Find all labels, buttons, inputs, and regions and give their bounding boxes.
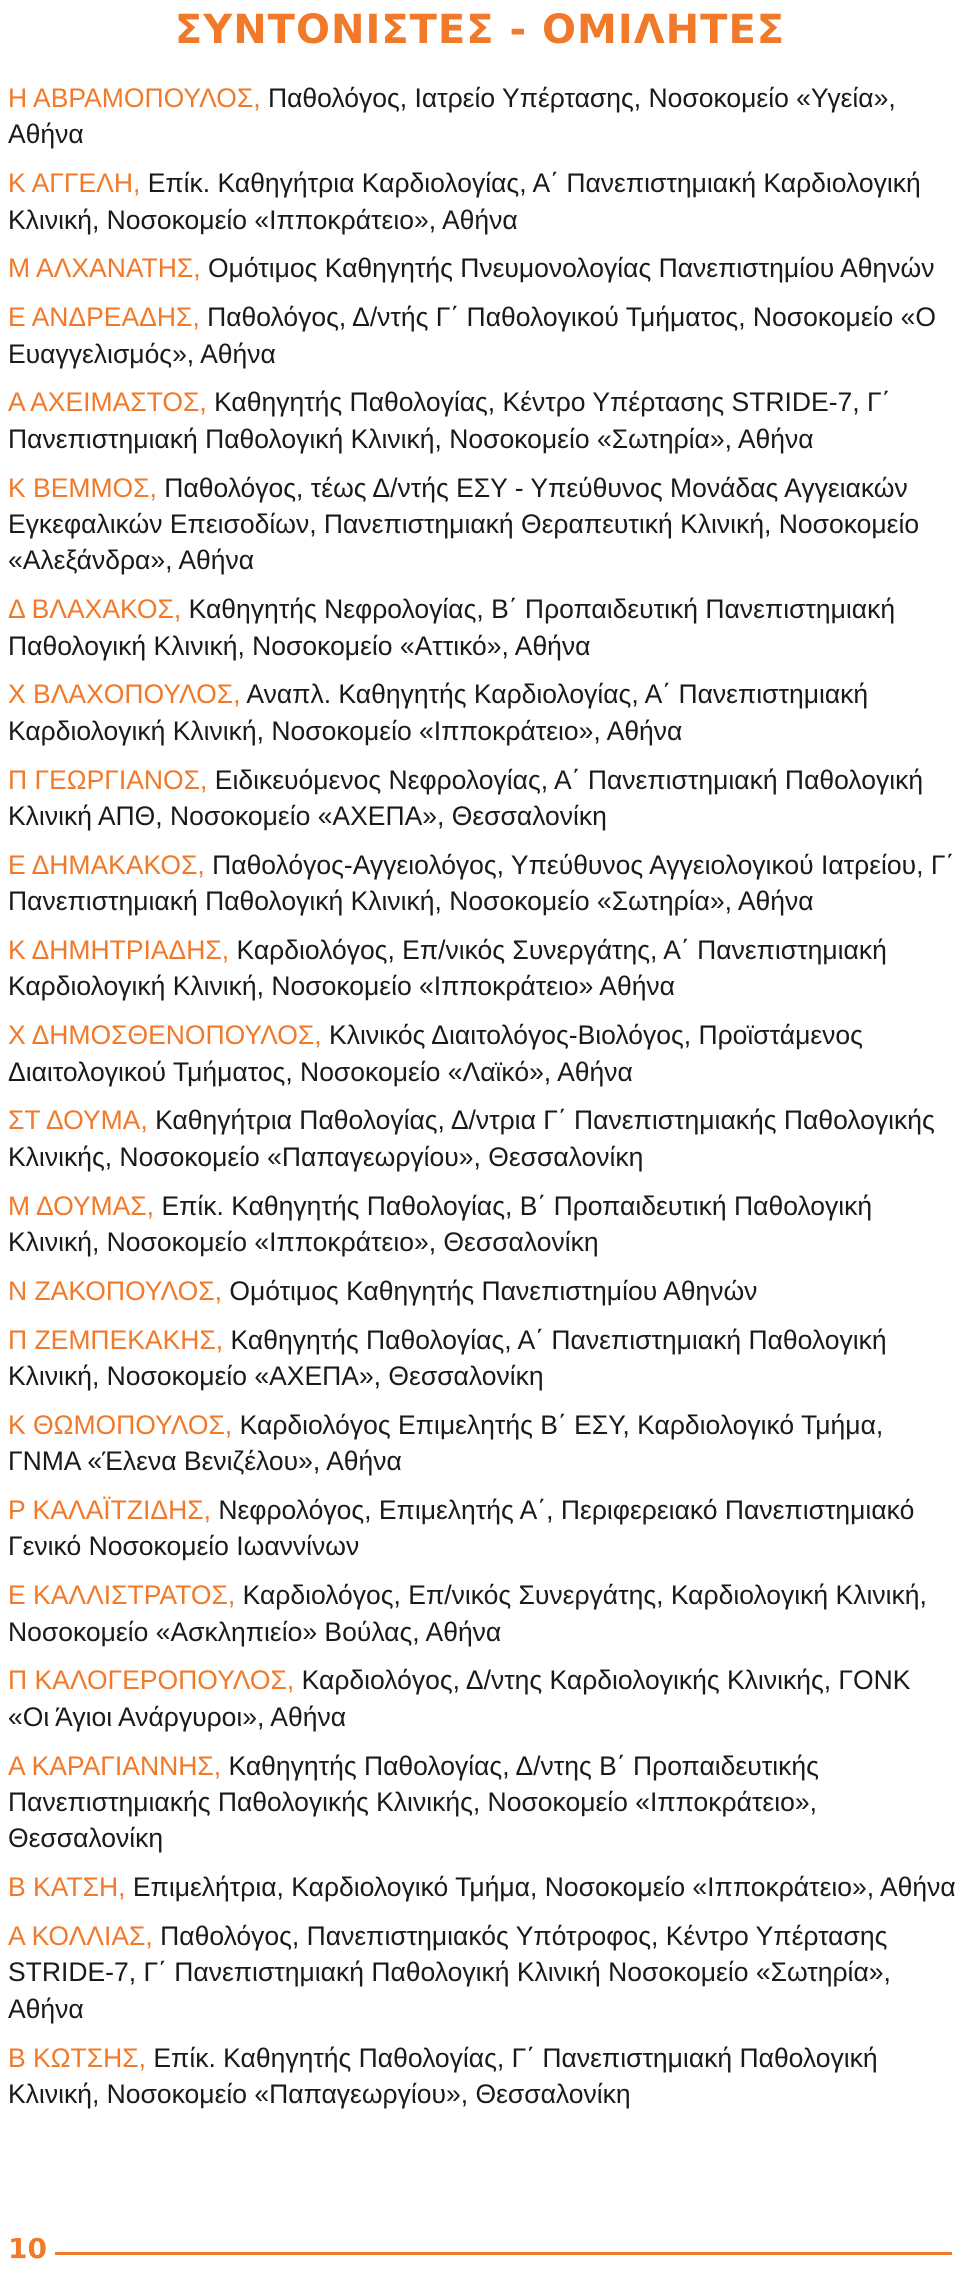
list-item	[8, 676, 956, 749]
speaker-details: Καθηγητής Παθολογίας, Κέντρο Υπέρτασης STRIDE-7, Γ΄ Πανεπιστημιακή Παθολογική Κλινική, Νοσοκομείο «Σωτηρία», Αθήνα	[8, 387, 891, 454]
speaker-name: ΣΤ ΔΟΥΜΑ,	[8, 1105, 148, 1136]
speaker-details: Ομότιμος Καθηγητής Πνευμονολογίας Πανεπιστημίου Αθηνών	[208, 253, 935, 284]
speaker-details: Αναπλ. Καθηγητής Καρδιολογίας, Α΄ Πανεπιστημιακή Καρδιολογική Κλινική, Νοσοκομείο «Ιπποκράτειο», Αθήνα	[8, 679, 869, 746]
speaker-details: Επίκ. Καθηγητής Παθολογίας, Γ΄ Πανεπιστημιακή Παθολογική Κλινική, Νοσοκομείο «Παπαγεωργίου», Θεσσαλονίκη	[8, 2042, 878, 2110]
speaker-list	[8, 80, 956, 2125]
speaker-name: Π ΖΕΜΠΕΚΑΚΗΣ,	[8, 1324, 224, 1355]
speaker-details: Καρδιολόγος Επιμελητής Β΄ ΕΣΥ, Καρδιολογικό Τμήμα, ΓΝΜΑ «Έλενα Βενιζέλου», Αθήνα	[8, 1409, 884, 1477]
list-item	[8, 299, 956, 372]
list-item	[8, 2040, 956, 2113]
speaker-name: Κ ΑΓΓΕΛΗ,	[8, 168, 141, 199]
speaker-name: Δ ΒΛΑΧΑΚΟΣ,	[8, 594, 182, 625]
speaker-name: Μ ΑΛΧΑΝΑΤΗΣ,	[8, 253, 201, 284]
speaker-details: Καρδιολόγος, Επ/νικός Συνεργάτης, Α΄ Πανεπιστημιακή Καρδιολογική Κλινική, Νοσοκομείο «Ιπποκράτειο» Αθήνα	[8, 935, 887, 1002]
speaker-name: Ν ΖΑΚΟΠΟΥΛΟΣ,	[8, 1275, 222, 1306]
speaker-name: Κ ΘΩΜΟΠΟΥΛΟΣ,	[8, 1409, 233, 1440]
list-item	[8, 470, 956, 579]
list-item	[8, 1273, 956, 1309]
speaker-name: Ρ ΚΑΛΑΪΤΖΙΔΗΣ,	[8, 1495, 211, 1526]
list-item	[8, 1918, 956, 2027]
list-item	[8, 1869, 956, 1905]
list-item	[8, 591, 956, 664]
speaker-details: Καρδιολόγος, Δ/ντης Καρδιολογικής Κλινικής, ΓΟΝΚ «Οι Άγιοι Ανάργυροι», Αθήνα	[8, 1665, 911, 1732]
speaker-name: Ε ΚΑΛΛΙΣΤΡΑΤΟΣ,	[8, 1580, 236, 1611]
speaker-details: Επιμελήτρια, Καρδιολογικό Τμήμα, Νοσοκομείο «Ιπποκράτειο», Αθήνα	[132, 1872, 956, 1903]
speaker-name: Η ΑΒΡΑΜΟΠΟΥΛΟΣ,	[8, 83, 261, 113]
speaker-details: Επίκ. Καθηγητής Παθολογίας, Β΄ Προπαιδευτική Παθολογική Κλινική, Νοσοκομείο «Ιπποκράτειο», Θεσσαλονίκη	[8, 1190, 873, 1258]
speaker-details: Καθηγητής Παθολογίας, Α΄ Πανεπιστημιακή Παθολογική Κλινική, Νοσοκομείο «ΑΧΕΠΑ», Θεσσαλονίκη	[8, 1324, 887, 1392]
speaker-details: Καθηγήτρια Παθολογίας, Δ/ντρια Γ΄ Πανεπιστημιακής Παθολογικής Κλινικής, Νοσοκομείο «Παπαγεωργίου», Θεσσαλονίκη	[8, 1105, 935, 1172]
list-item	[8, 384, 956, 457]
speaker-details: Παθολόγος, τέως Δ/ντής ΕΣΥ - Υπεύθυνος Μονάδας Αγγειακών Εγκεφαλικών Επεισοδίων, Πανεπιστημιακή Θεραπευτική Κλινική, Νοσοκομείο «Αλεξάνδρα», Αθήνα	[8, 472, 920, 576]
speaker-name: Β ΚΑΤΣΗ,	[8, 1872, 126, 1903]
page-number: 10	[8, 2231, 47, 2265]
list-item	[8, 932, 956, 1005]
speaker-name: Α ΑΧΕΙΜΑΣΤΟΣ,	[8, 387, 207, 418]
speaker-name: Ε ΔΗΜΑΚΑΚΟΣ,	[8, 849, 205, 880]
page-title: ΣΥΝΤΟΝΙΣΤΕΣ - ΟΜΙΛΗΤΕΣ	[174, 7, 786, 53]
speaker-name: Β ΚΩΤΣΗΣ,	[8, 2042, 146, 2073]
speaker-name: Π ΓΕΩΡΓΙΑΝΟΣ,	[8, 764, 208, 795]
speaker-name: Ε ΑΝΔΡΕΑΔΗΣ,	[8, 302, 200, 333]
footer-rule	[55, 2252, 952, 2255]
list-item	[8, 1017, 956, 1090]
speaker-details: Επίκ. Καθηγήτρια Καρδιολογίας, Α΄ Πανεπιστημιακή Καρδιολογική Κλινική, Νοσοκομείο «Ιπποκράτειο», Αθήνα	[8, 168, 921, 235]
list-item	[8, 1102, 956, 1175]
list-item	[8, 1407, 956, 1480]
speaker-details: Παθολόγος, Ιατρείο Υπέρτασης, Νοσοκομείο «Υγεία», Αθήνα	[8, 83, 896, 150]
speaker-details: Κλινικός Διαιτολόγος-Βιολόγος, Προϊστάμενος Διαιτολογικού Τμήματος, Νοσοκομείο «Λαϊκό», Αθήνα	[8, 1020, 863, 1087]
speaker-name: Α ΚΟΛΛΙΑΣ,	[8, 1921, 153, 1952]
speaker-details: Καρδιολόγος, Επ/νικός Συνεργάτης, Καρδιολογική Κλινική, Νοσοκομείο «Ασκληπιείο» Βούλας, Αθήνα	[8, 1580, 927, 1647]
speaker-name: Κ ΒΕΜΜΟΣ,	[8, 472, 157, 503]
speaker-name: Π ΚΑΛΟΓΕΡΟΠΟΥΛΟΣ,	[8, 1665, 295, 1696]
list-item	[8, 1322, 956, 1395]
list-item	[8, 1188, 956, 1261]
speaker-details: Καθηγητής Παθολογίας, Δ/ντης Β΄ Προπαιδευτικής Πανεπιστημιακής Παθολογικής Κλινικής, Νοσοκομείο «Ιπποκράτειο», Θεσσαλονίκη	[8, 1750, 819, 1854]
speaker-details: Ομότιμος Καθηγητής Πανεπιστημίου Αθηνών	[229, 1275, 758, 1306]
list-item	[8, 165, 956, 238]
list-item	[8, 1748, 956, 1857]
speaker-details: Νεφρολόγος, Επιμελητής Α΄, Περιφερειακό Πανεπιστημιακό Γενικό Νοσοκομείο Ιωαννίνων	[8, 1495, 915, 1562]
speaker-name: Κ ΔΗΜΗΤΡΙΑΔΗΣ,	[8, 935, 230, 966]
speaker-name: Χ ΒΛΑΧΟΠΟΥΛΟΣ,	[8, 679, 241, 710]
page-footer	[8, 2230, 952, 2266]
speaker-details: Παθολόγος, Πανεπιστημιακός Υπότροφος, Κέντρο Υπέρτασης STRIDE-7, Γ΄ Πανεπιστημιακή Παθολογική Κλινική Νοσοκομείο «Σωτηρία», Αθήνα	[8, 1921, 891, 2024]
speaker-name: Χ ΔΗΜΟΣΘΕΝΟΠΟΥΛΟΣ,	[8, 1020, 322, 1051]
speaker-details: Καθηγητής Νεφρολογίας, Β΄ Προπαιδευτική Πανεπιστημιακή Παθολογική Κλινική, Νοσοκομείο «Αττικό», Αθήνα	[8, 594, 896, 661]
list-item	[8, 1662, 956, 1735]
list-item	[8, 250, 956, 286]
list-item	[8, 80, 956, 153]
speaker-details: Παθολόγος-Αγγειολόγος, Υπεύθυνος Αγγειολογικού Ιατρείου, Γ΄ Πανεπιστημιακή Παθολογική Κλινική, Νοσοκομείο «Σωτηρία», Αθήνα	[8, 849, 955, 917]
speaker-details: Παθολόγος, Δ/ντής Γ΄ Παθολογικού Τμήματος, Νοσοκομείο «Ο Ευαγγελισμός», Αθήνα	[8, 302, 936, 369]
list-item	[8, 1577, 956, 1650]
list-item	[8, 847, 956, 920]
list-item	[8, 762, 956, 835]
speaker-details: Ειδικευόμενος Νεφρολογίας, Α΄ Πανεπιστημιακή Παθολογική Κλινική ΑΠΘ, Νοσοκομείο «ΑΧΕΠΑ», Θεσσαλονίκη	[8, 764, 924, 832]
speaker-name: Μ ΔΟΥΜΑΣ,	[8, 1190, 155, 1221]
list-item	[8, 1492, 956, 1565]
speaker-name: Α ΚΑΡΑΓΙΑΝΝΗΣ,	[8, 1750, 222, 1781]
